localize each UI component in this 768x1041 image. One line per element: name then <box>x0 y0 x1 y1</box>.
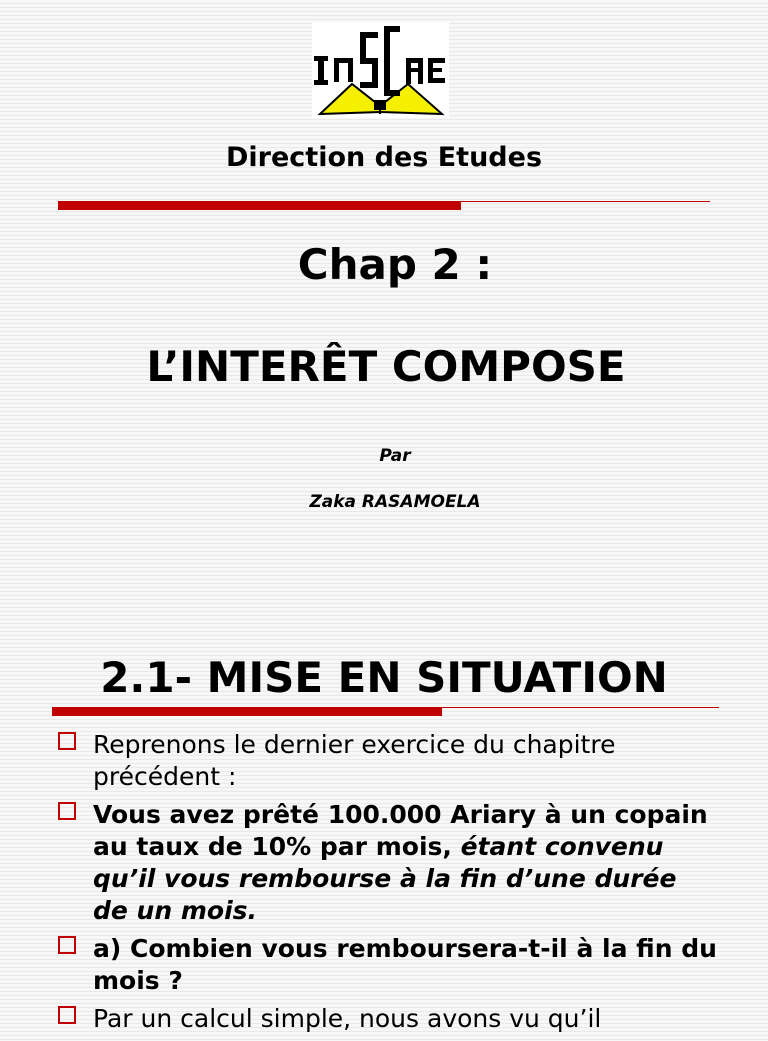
hollow-square-bullet-icon <box>58 732 76 750</box>
list-item <box>58 933 718 997</box>
bullet-text: Reprenons le dernier exercice du chapitre précédent : <box>93 730 616 791</box>
topic-title: L’INTERÊT COMPOSE <box>146 342 626 391</box>
bullet-text-bold-italic: étant convenu qu’il vous rembourse à la fin d’une durée de un mois. <box>93 832 677 925</box>
header-divider-thin <box>461 201 710 202</box>
header-divider-thick <box>58 201 461 210</box>
bullet-list <box>58 729 718 1041</box>
list-item <box>58 1003 718 1035</box>
inscae-logo-graphic <box>312 22 449 118</box>
inscae-logo <box>312 22 449 118</box>
section-divider-thick <box>52 707 442 716</box>
hollow-square-bullet-icon <box>58 802 76 820</box>
list-item <box>58 799 718 927</box>
hollow-square-bullet-icon <box>58 1006 76 1024</box>
section-title: 2.1- MISE EN SITUATION <box>100 653 668 702</box>
by-label: Par <box>379 446 411 466</box>
chapter-title: Chap 2 : <box>297 240 493 289</box>
section-divider <box>52 707 719 716</box>
department-heading: Direction des Etudes <box>225 142 543 173</box>
bullet-text-bold: a) Combien vous remboursera-t-il à la fin du mois ? <box>93 934 717 995</box>
section-divider-thin <box>442 707 719 708</box>
bullet-text: Par un calcul simple, nous avons vu qu’il <box>93 1004 602 1033</box>
header-divider <box>58 201 710 210</box>
author-name: Zaka RASAMOELA <box>309 492 481 512</box>
list-item <box>58 729 718 793</box>
bullet-text-bold: Vous avez prêté 100.000 Ariary à un copain au taux de 10% par mois, <box>93 800 708 861</box>
hollow-square-bullet-icon <box>58 936 76 954</box>
